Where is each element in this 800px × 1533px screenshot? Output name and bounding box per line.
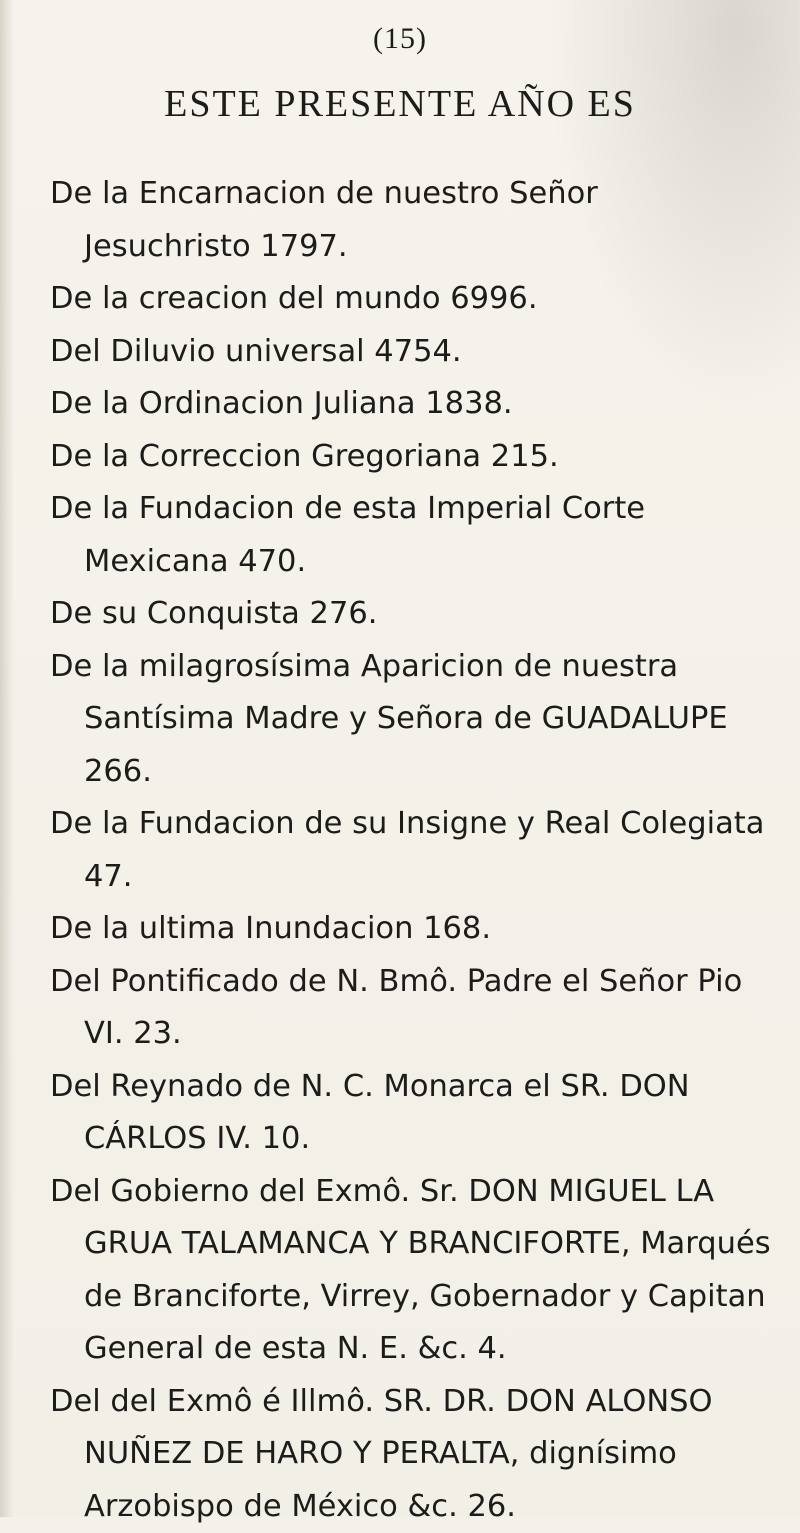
entry-encarnacion: De la Encarnacion de nuestro Señor Jesuchristo 1797. <box>50 168 772 273</box>
page-number: (15) <box>0 22 800 56</box>
entry-colegiata: De la Fundacion de su Insigne y Real Colegiata 47. <box>50 798 772 903</box>
entry-ordinacion-juliana: De la Ordinacion Juliana 1838. <box>50 378 772 431</box>
page-title: ESTE PRESENTE AÑO ES <box>0 82 800 126</box>
entry-creacion: De la creacion del mundo 6996. <box>50 273 772 326</box>
entry-fundacion-corte: De la Fundacion de esta Imperial Corte Mexicana 470. <box>50 483 772 588</box>
entry-arzobispo: Del del Exmô é Illmô. SR. DR. DON ALONSO NUÑEZ DE HARO Y PERALTA, dignísimo Arzobispo de México &c. 26. <box>50 1376 772 1533</box>
entry-conquista: De su Conquista 276. <box>50 588 772 641</box>
page-spine-shadow <box>0 0 14 1517</box>
entry-aparicion: De la milagrosísima Aparicion de nuestra Santísima Madre y Señora de GUADALUPE 266. <box>50 641 772 799</box>
entry-gobierno: Del Gobierno del Exmô. Sr. DON MIGUEL LA GRUA TALAMANCA Y BRANCIFORTE, Marqués de Branciforte, Virrey, Gobernador y Capitan General de esta N. E. &c. 4. <box>50 1166 772 1376</box>
entry-diluvio: Del Diluvio universal 4754. <box>50 326 772 379</box>
entry-inundacion: De la ultima Inundacion 168. <box>50 903 772 956</box>
entry-pontificado: Del Pontificado de N. Bmô. Padre el Señor Pio VI. 23. <box>50 956 772 1061</box>
year-list <box>50 168 772 1533</box>
entry-correccion-gregoriana: De la Correccion Gregoriana 215. <box>50 431 772 484</box>
entry-reynado: Del Reynado de N. C. Monarca el SR. DON CÁRLOS IV. 10. <box>50 1061 772 1166</box>
